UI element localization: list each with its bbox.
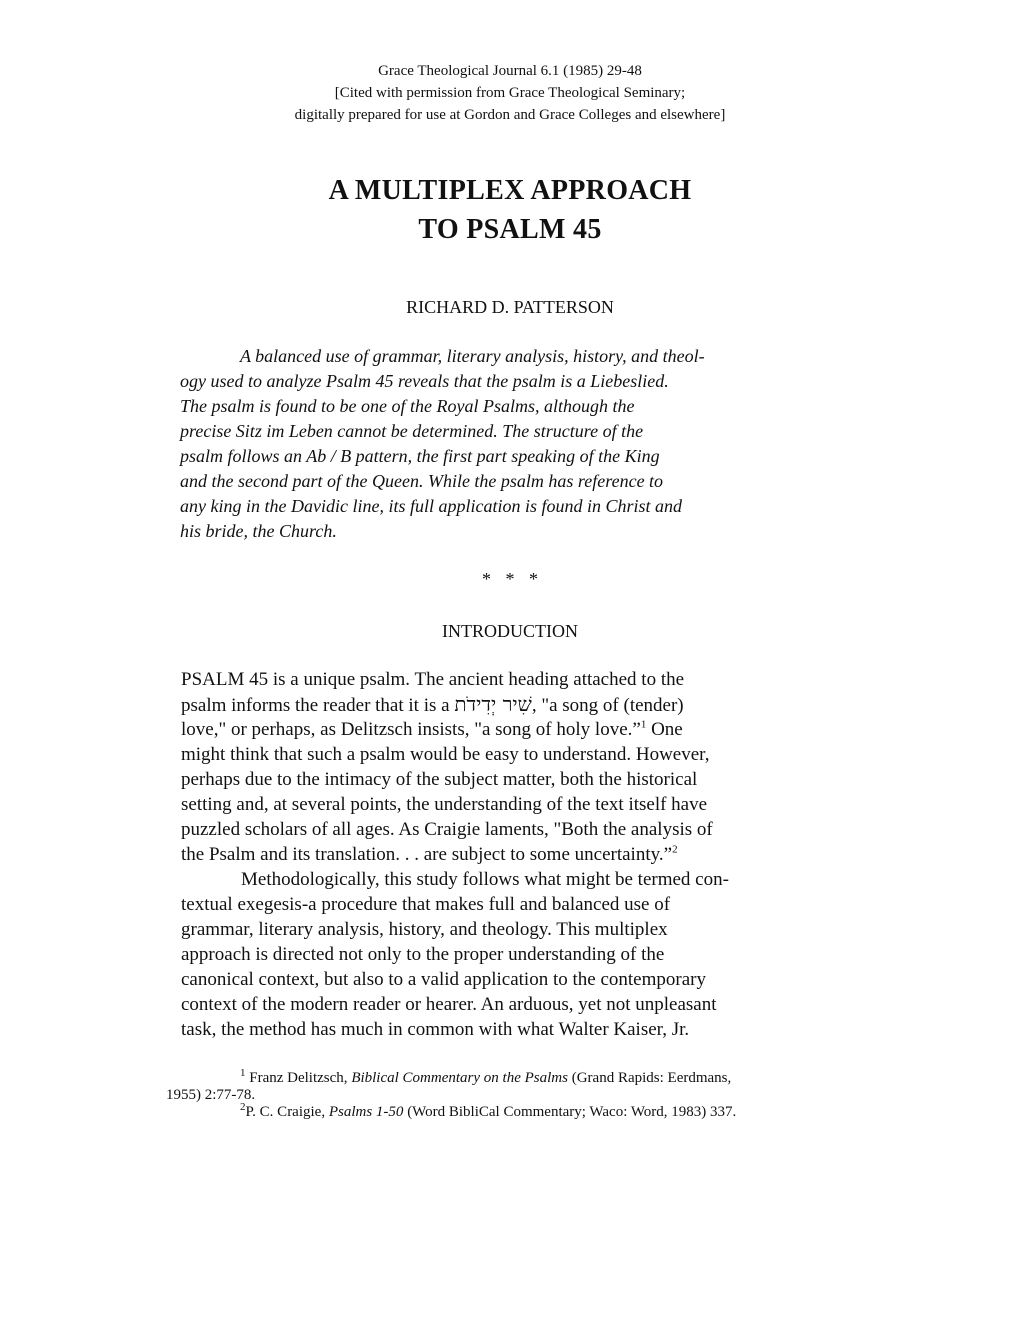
section-heading: INTRODUCTION [442, 621, 578, 641]
body-line: textual exegesis-a procedure that makes full and balanced use of [181, 894, 671, 915]
footnote-1-continuation: 1955) 2:77-78. [166, 1087, 256, 1103]
body-line: task, the method has much in common with what Walter Kaiser, Jr. [181, 1019, 690, 1040]
digital-note: digitally prepared for use at Gordon and Grace Colleges and elsewhere] [294, 107, 726, 123]
abstract-line: any king in the Davidic line, its full application is found in Christ and [180, 496, 682, 516]
footnote-ref: 2 [672, 843, 678, 856]
body-line: might think that such a psalm would be easy to understand. However, [181, 744, 710, 765]
body-line: context of the modern reader or hearer. An arduous, yet not unpleasant [181, 994, 717, 1015]
book-title: Psalms 1-50 [328, 1104, 404, 1120]
abstract-line: psalm follows an Ab / B pattern, the first part speaking of the King [180, 446, 660, 466]
abstract-line: ogy used to analyze Psalm 45 reveals that the psalm is a Liebeslied. [180, 371, 669, 391]
footnote-ref: 1 [640, 718, 647, 731]
abstract-line: The psalm is found to be one of the Royal Psalms, although the [180, 396, 635, 416]
body-line: canonical context, but also to a valid application to the contemporary [181, 969, 706, 990]
body-line: the Psalm and its translation. . . are subject to some uncertainty.”$^2$ [181, 843, 678, 865]
body-line: love," or perhaps, as Delitzsch insists, "a song of holy love.”$^1$ One [181, 718, 683, 740]
body-line: approach is directed not only to the proper understanding of the [181, 944, 665, 965]
permission-note: [Cited with permission from Grace Theological Seminary; [334, 85, 686, 101]
footnote-2: $^2$P. C. Craigie, Psalms 1-50 (Word BibliCal Commentary; Waco: Word, 1983) 337. [240, 1101, 737, 1120]
body-line: puzzled scholars of all ages. As Craigie laments, "Both the analysis of [181, 819, 713, 840]
footnote-1: $^1$ Franz Delitzsch, Biblical Commentary on the Psalms (Grand Rapids: Eerdmans, [240, 1067, 732, 1086]
abstract-line: his bride, the Church. [180, 521, 337, 541]
abstract [180, 344, 820, 544]
article-title-line2: TO PSALM 45 [418, 214, 602, 245]
body-line: grammar, literary analysis, history, and theology. This multiplex [181, 919, 668, 940]
abstract-line: and the second part of the Queen. While the psalm has reference to [180, 471, 664, 491]
hebrew-phrase: שִׁיר יְדִידֹת [454, 692, 532, 716]
abstract-line: precise Sitz im Leben cannot be determined. The structure of the [180, 421, 644, 441]
section-separator: * * * [482, 569, 538, 589]
book-title: Biblical Commentary on the Psalms [351, 1070, 568, 1086]
abstract-line: A balanced use of grammar, literary analysis, history, and theol- [240, 346, 705, 366]
body-line: psalm informs the reader that it is a שִׁיר יְדִידֹת, "a song of (tender) [181, 692, 684, 716]
author-name: RICHARD D. PATTERSON [406, 297, 614, 317]
body-line: PSALM 45 is a unique psalm. The ancient heading attached to the [181, 669, 685, 690]
body-line: setting and, at several points, the understanding of the text itself have [181, 794, 708, 815]
body-text [181, 667, 831, 1042]
body-line: Methodologically, this study follows what might be termed con- [241, 869, 729, 890]
journal-citation: Grace Theological Journal 6.1 (1985) 29-48 [378, 63, 642, 79]
body-line: perhaps due to the intimacy of the subject matter, both the historical [181, 769, 698, 790]
footnotes [166, 1067, 866, 1121]
article-title-line1: A MULTIPLEX APPROACH [328, 175, 692, 206]
